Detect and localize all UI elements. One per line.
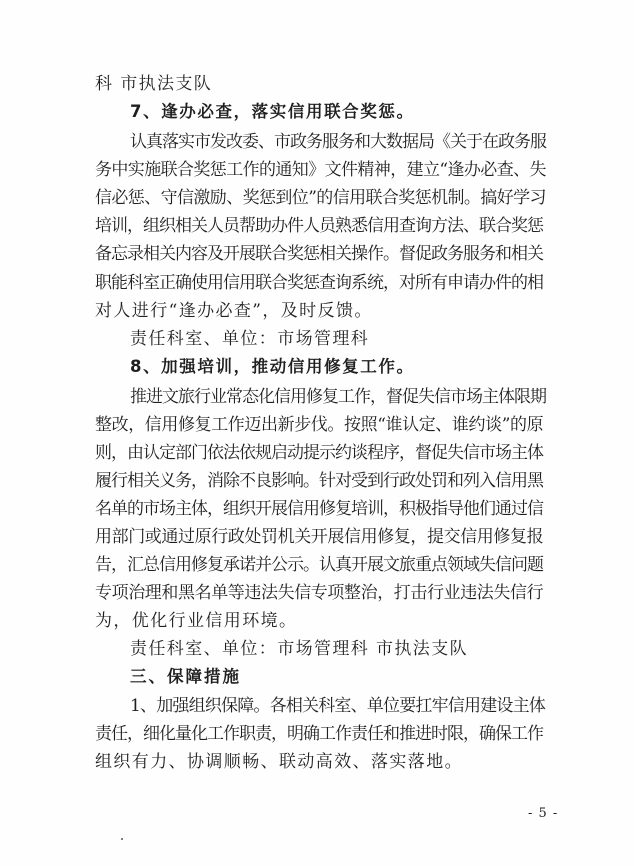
measure-1-paragraph-line-1: 1、加强组织保障。各相关科室、单位要扛牢信用建设主体 — [130, 696, 546, 716]
item-7-responsibility: 责任科室、单位：市场管理科 — [130, 329, 370, 349]
item-7-paragraph-line-2: 务中实施联合奖惩工作的通知》文件精神，建立“逢办必查、失 — [95, 160, 546, 180]
scan-speck — [121, 838, 123, 840]
item-7-heading: 7、逢办必查，落实信用联合奖惩。 — [130, 102, 415, 121]
item-8-paragraph-line-9: 为，优化行业信用环境。 — [95, 611, 298, 631]
item-8-paragraph-line-5: 名单的市场主体，组织开展信用修复培训，积极指导他们通过信 — [95, 499, 543, 519]
item-7-paragraph-line-1: 认真落实市发改委、市政务服务和大数据局《关于在政务服 — [130, 132, 546, 152]
item-7-paragraph-line-6: 职能科室正确使用信用联合奖惩查询系统，对所有申请办件的相 — [95, 273, 543, 293]
item-8-paragraph-line-2: 整改，信用修复工作迈出新步伐。按照“谁认定、谁约谈”的原 — [95, 415, 544, 435]
page-number: - 5 - — [528, 806, 559, 821]
item-8-heading: 8、加强培训，推动信用修复工作。 — [130, 357, 415, 376]
item-7-paragraph-line-4: 培训，组织相关人员帮助办件人员熟悉信用查询方法、联合奖惩 — [95, 216, 543, 236]
item-8-paragraph-line-8: 专项治理和黑名单等违法失信专项整治，打击行业违法失信行 — [95, 583, 544, 603]
item-8-paragraph-line-3: 则，由认定部门依法依规启动提示约谈程序，督促失信市场主体 — [95, 443, 543, 463]
item-8-paragraph-line-7: 告，汇总信用修复承诺并公示。认真开展文旅重点领域失信问题 — [95, 555, 543, 575]
item-7-paragraph-line-7: 对人进行“逢办必查”，及时反馈。 — [95, 301, 373, 321]
section-3-heading: 三、保障措施 — [130, 667, 241, 686]
item-8-paragraph-line-6: 用部门或通过原行政处罚机关开展信用修复，提交信用修复报 — [95, 527, 544, 547]
measure-1-paragraph-line-3: 组织有力、协调顺畅、联动高效、落实落地。 — [95, 752, 463, 772]
item-7-paragraph-line-5: 备忘录相关内容及开展联合奖惩相关操作。督促政务服务和相关 — [95, 244, 543, 264]
item-8-paragraph-line-4: 履行相关义务，消除不良影响。针对受到行政处罚和列入信用黑 — [95, 471, 543, 491]
item-8-responsibility: 责任科室、单位：市场管理科 市执法支队 — [130, 639, 469, 659]
measure-1-paragraph-line-2: 责任，细化量化工作职责，明确工作责任和推进时限，确保工作 — [95, 724, 543, 744]
item-7-paragraph-line-3: 信必惩、守信激励、奖惩到位”的信用联合奖惩机制。搞好学习 — [95, 188, 546, 208]
item-8-paragraph-line-1: 推进文旅行业常态化信用修复工作，督促失信市场主体限期 — [130, 387, 546, 407]
responsibility-continuation: 科 市执法支队 — [95, 74, 213, 94]
